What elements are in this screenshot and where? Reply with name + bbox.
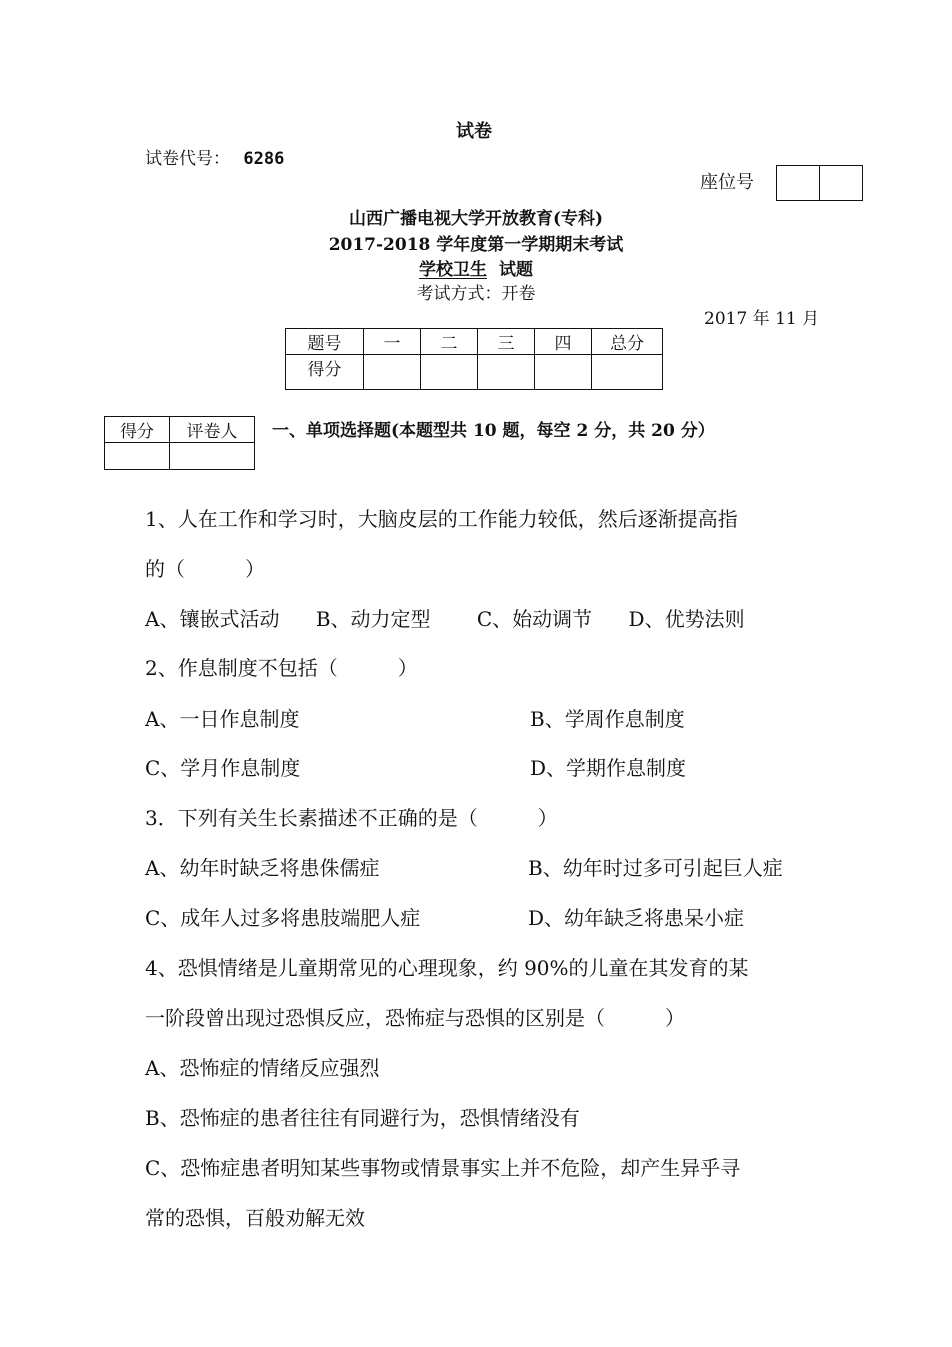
seat-label: 座位号 [700,172,754,193]
subject-suffix: 试题 [498,260,533,280]
exam-mode: 考试方式：开卷 [416,284,536,304]
option-d[interactable]: D、学期作息制度 [530,756,687,780]
row-label: 题号 [286,329,364,355]
table-row [105,443,255,470]
exam-date: 2017 年 11 月 [704,309,820,329]
document-title: 试卷 [456,121,492,142]
option-a[interactable]: A、幼年时缺乏将患侏儒症 [145,856,380,880]
option-d[interactable]: D、幼年缺乏将患呆小症 [528,906,745,930]
option-c-continued: 常的恐惧，百般劝解无效 [145,1206,365,1230]
institution-title: 山西广播电视大学开放教育(专科) [348,209,604,229]
table-row [286,355,663,390]
subject-name: 学校卫生 [419,260,488,280]
exam-code [145,144,284,169]
option-a[interactable]: A、镶嵌式活动 [145,607,280,631]
question-stem: 的（ ） [145,557,265,581]
grader-header: 评卷人 [170,417,255,443]
column-header: 三 [478,329,535,355]
seat-number-boxes [776,165,863,201]
score-cell[interactable] [421,355,478,390]
grader-name-cell[interactable] [170,443,255,470]
grader-table [104,416,255,470]
exam-code-value: 6286 [243,149,285,169]
question-stem: 1、人在工作和学习时，大脑皮层的工作能力较低，然后逐渐提高指 [145,507,738,531]
score-cell[interactable] [364,355,421,390]
option-c[interactable]: C、学月作息制度 [145,756,301,780]
row-label: 得分 [286,355,364,390]
term-title: 2017-2018 学年度第一学期期末考试 [328,235,624,255]
question-stem: 3．下列有关生长素描述不正确的是（ ） [145,806,558,830]
option-b[interactable]: B、动力定型 [315,607,431,631]
score-cell[interactable] [592,355,663,390]
column-header: 二 [421,329,478,355]
option-b[interactable]: B、恐怖症的患者往往有同避行为，恐惧情绪没有 [145,1106,580,1130]
section-title: 一、单项选择题(本题型共 10 题，每空 2 分，共 20 分） [272,421,715,441]
grader-score-cell[interactable] [105,443,170,470]
option-c[interactable]: C、始动调节 [476,607,593,631]
table-row [286,329,663,355]
question-stem: 一阶段曾出现过恐惧反应，恐怖症与恐惧的区别是（ ） [145,1006,685,1030]
question-stem: 4、恐惧情绪是儿童期常见的心理现象，约 90%的儿童在其发育的某 [145,956,749,980]
subject-title [0,255,952,280]
seat-box[interactable] [820,166,863,201]
score-table [285,328,663,390]
option-row [145,603,745,632]
score-cell[interactable] [478,355,535,390]
option-b[interactable]: B、幼年时过多可引起巨人症 [528,856,783,880]
question-stem: 2、作息制度不包括（ ） [145,656,418,680]
grader-header: 得分 [105,417,170,443]
exam-code-label: 试卷代号： [145,149,230,169]
option-c[interactable]: C、恐怖症患者明知某些事物或情景事实上并不危险，却产生异乎寻 [145,1156,741,1180]
option-a[interactable]: A、一日作息制度 [145,707,300,731]
seat-box[interactable] [777,166,820,201]
column-header: 一 [364,329,421,355]
option-a[interactable]: A、恐怖症的情绪反应强烈 [145,1056,380,1080]
score-cell[interactable] [535,355,592,390]
column-header: 总分 [592,329,663,355]
option-d[interactable]: D、优势法则 [628,607,745,631]
column-header: 四 [535,329,592,355]
table-row [105,417,255,443]
option-b[interactable]: B、学周作息制度 [530,707,685,731]
option-c[interactable]: C、成年人过多将患肢端肥人症 [145,906,421,930]
